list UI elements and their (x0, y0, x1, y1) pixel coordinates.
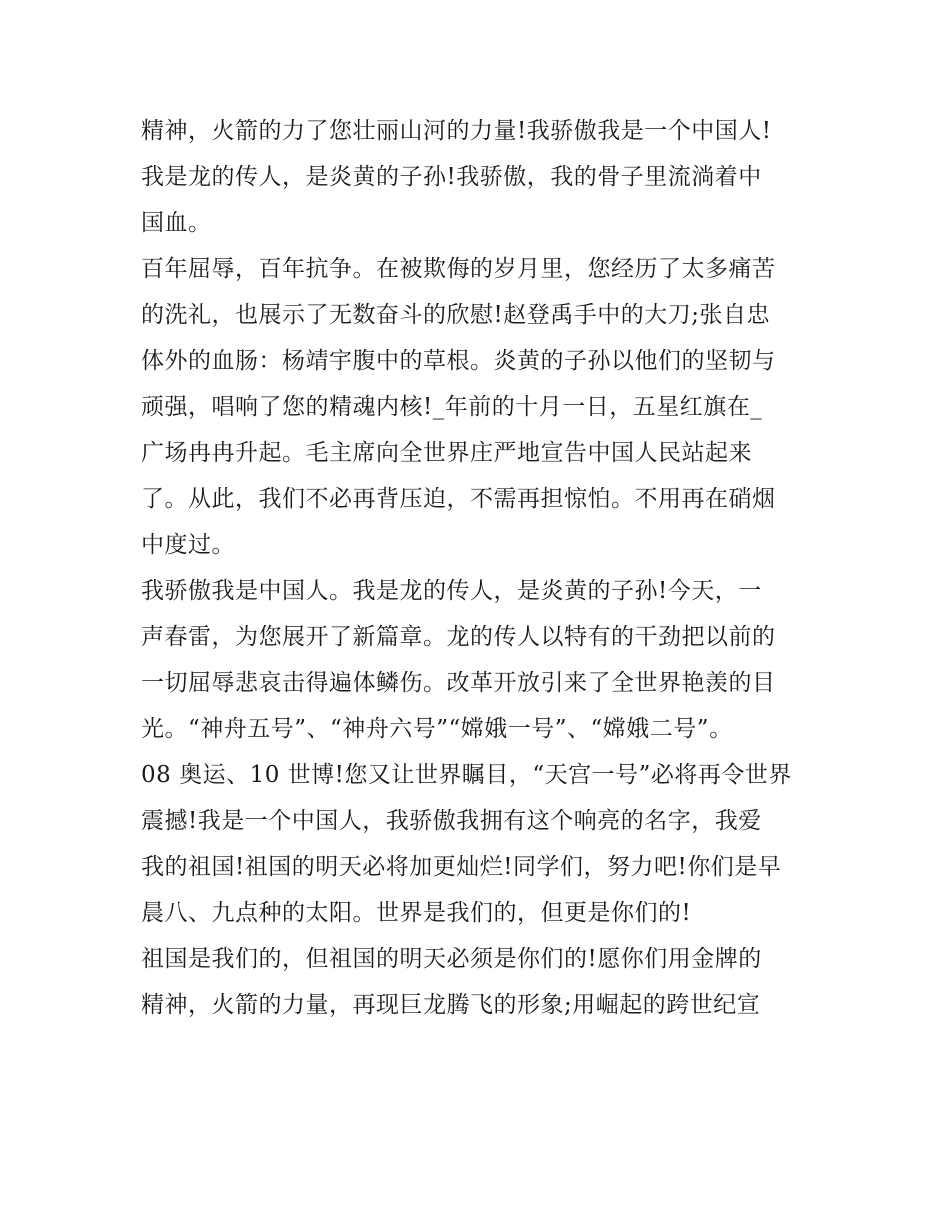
text-line: 国血。 (141, 210, 212, 236)
text-line: 的洗礼，也展示了无数奋斗的欣慰!赵登禹手中的大刀;张自忠 (141, 302, 770, 328)
text-line: 了。从此，我们不必再背压迫，不需再担惊怕。不用再在硝烟 (141, 486, 776, 512)
text-line: 百年屈辱，百年抗争。在被欺侮的岁月里，您经历了太多痛苦 (141, 256, 776, 282)
text-line: 我骄傲我是中国人。我是龙的传人，是炎黄的子孙!今天，一 (141, 578, 762, 604)
text-line: 我的祖国!祖国的明天必将加更灿烂!同学们，努力吧!你们是早 (141, 854, 782, 880)
text-line: 08 奥运、10 世博!您又让世界瞩目，“天宫一号”必将再令世界 (141, 762, 792, 788)
text-line: 体外的血肠：杨靖宇腹中的草根。炎黄的子孙以他们的坚韧与 (141, 348, 776, 374)
document-body (141, 108, 821, 1028)
text-line: 晨八、九点种的太阳。世界是我们的，但更是你们的! (141, 900, 692, 926)
text-line: 震撼!我是一个中国人，我骄傲我拥有这个响亮的名字，我爱 (141, 808, 762, 834)
text-line: 光。“神舟五号”、“神舟六号”“嫦娥一号”、“嫦娥二号”。 (141, 716, 733, 742)
text-line: 精神，火箭的力量，再现巨龙腾飞的形象;用崛起的跨世纪宣 (141, 992, 761, 1018)
text-line: 精神，火箭的力了您壮丽山河的力量!我骄傲我是一个中国人! (141, 118, 772, 144)
text-line: 广场冉冉升起。毛主席向全世界庄严地宣告中国人民站起来 (141, 440, 752, 466)
text-line: 中度过。 (141, 532, 235, 558)
text-line: 我是龙的传人，是炎黄的子孙!我骄傲，我的骨子里流淌着中 (141, 164, 762, 190)
text-line: 一切屈辱悲哀击得遍体鳞伤。改革开放引来了全世界艳羡的目 (141, 670, 776, 696)
text-line: 顽强，唱响了您的精魂内核!_年前的十月一日，五星红旗在_ (141, 394, 763, 420)
text-line: 声春雷，为您展开了新篇章。龙的传人以特有的干劲把以前的 (141, 624, 776, 650)
text-line: 祖国是我们的，但祖国的明天必须是你们的!愿你们用金牌的 (141, 946, 762, 972)
